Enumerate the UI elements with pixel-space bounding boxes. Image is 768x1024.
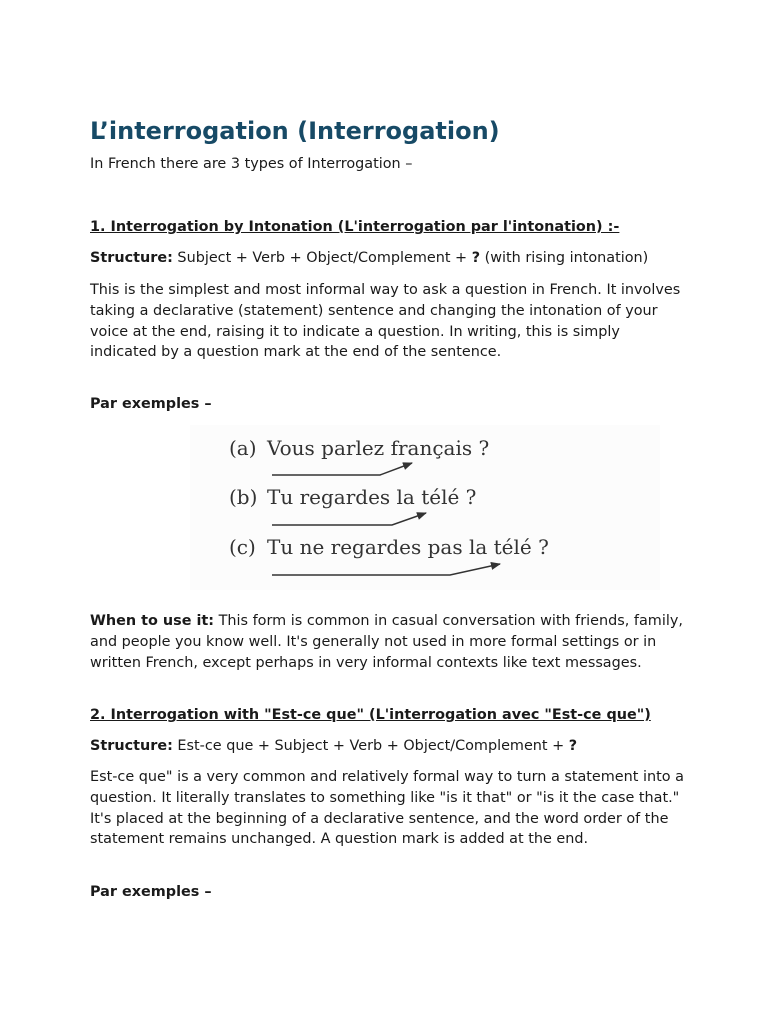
question-mark: ?	[568, 738, 578, 754]
usage-text: This form is common in casual conversation with friends, family, and people you know well. It's generally not used in more formal settings or in written French, except perhaps in very informal contexts like text messages.	[90, 613, 683, 671]
section1-heading: 1. Interrogation by Intonation (L'interrogation par l'intonation) :-	[90, 219, 620, 235]
section2-description: Est-ce que" is a very common and relatively formal way to turn a statement into a question. It literally translates to something like "is it that" or "is it the case that." It's placed at the beginning of a declarative sentence, and the word order of the statement remains unchanged. A question mark is added at the end.	[90, 769, 684, 848]
example-a-text: Vous parlez français ?	[267, 436, 490, 460]
structure-note: (with rising intonation)	[480, 250, 649, 266]
section1-examples-label: Par exemples –	[90, 396, 212, 412]
example-b-marker: (b)	[229, 485, 258, 509]
intonation-examples-figure	[190, 425, 660, 590]
rising-intonation-arrow-c	[272, 564, 500, 575]
section1-structure	[90, 248, 690, 269]
example-a	[229, 436, 489, 475]
rising-intonation-arrow-b	[272, 513, 426, 525]
section2-structure	[90, 736, 690, 757]
rising-intonation-arrow-a	[272, 463, 412, 475]
section2-examples-label: Par exemples –	[90, 884, 212, 900]
usage-label: When to use it:	[90, 613, 215, 629]
structure-label: Structure:	[90, 250, 173, 266]
intonation-examples-svg	[190, 425, 660, 590]
intro-text: In French there are 3 types of Interrogation –	[90, 156, 413, 172]
section2-heading: 2. Interrogation with "Est-ce que" (L'interrogation avec "Est-ce que")	[90, 707, 651, 723]
structure-label: Structure:	[90, 738, 173, 754]
example-b	[229, 485, 476, 525]
question-mark: ?	[471, 250, 481, 266]
example-c-text: Tu ne regardes pas la télé ?	[267, 535, 549, 559]
example-b-text: Tu regardes la télé ?	[267, 485, 477, 509]
structure-text: Est-ce que + Subject + Verb + Object/Complement +	[172, 738, 569, 754]
example-a-marker: (a)	[229, 436, 257, 460]
example-c	[229, 535, 549, 575]
example-c-marker: (c)	[229, 535, 256, 559]
section1-usage	[90, 611, 690, 673]
page-title: L’interrogation (Interrogation)	[90, 117, 500, 145]
section1-description: This is the simplest and most informal way to ask a question in French. It involves taking a declarative (statement) sentence and changing the intonation of your voice at the end, raising it to indicate a question. In writing, this is simply indicated by a question mark at the end of the sentence.	[90, 282, 681, 361]
structure-text: Subject + Verb + Object/Complement +	[172, 250, 472, 266]
